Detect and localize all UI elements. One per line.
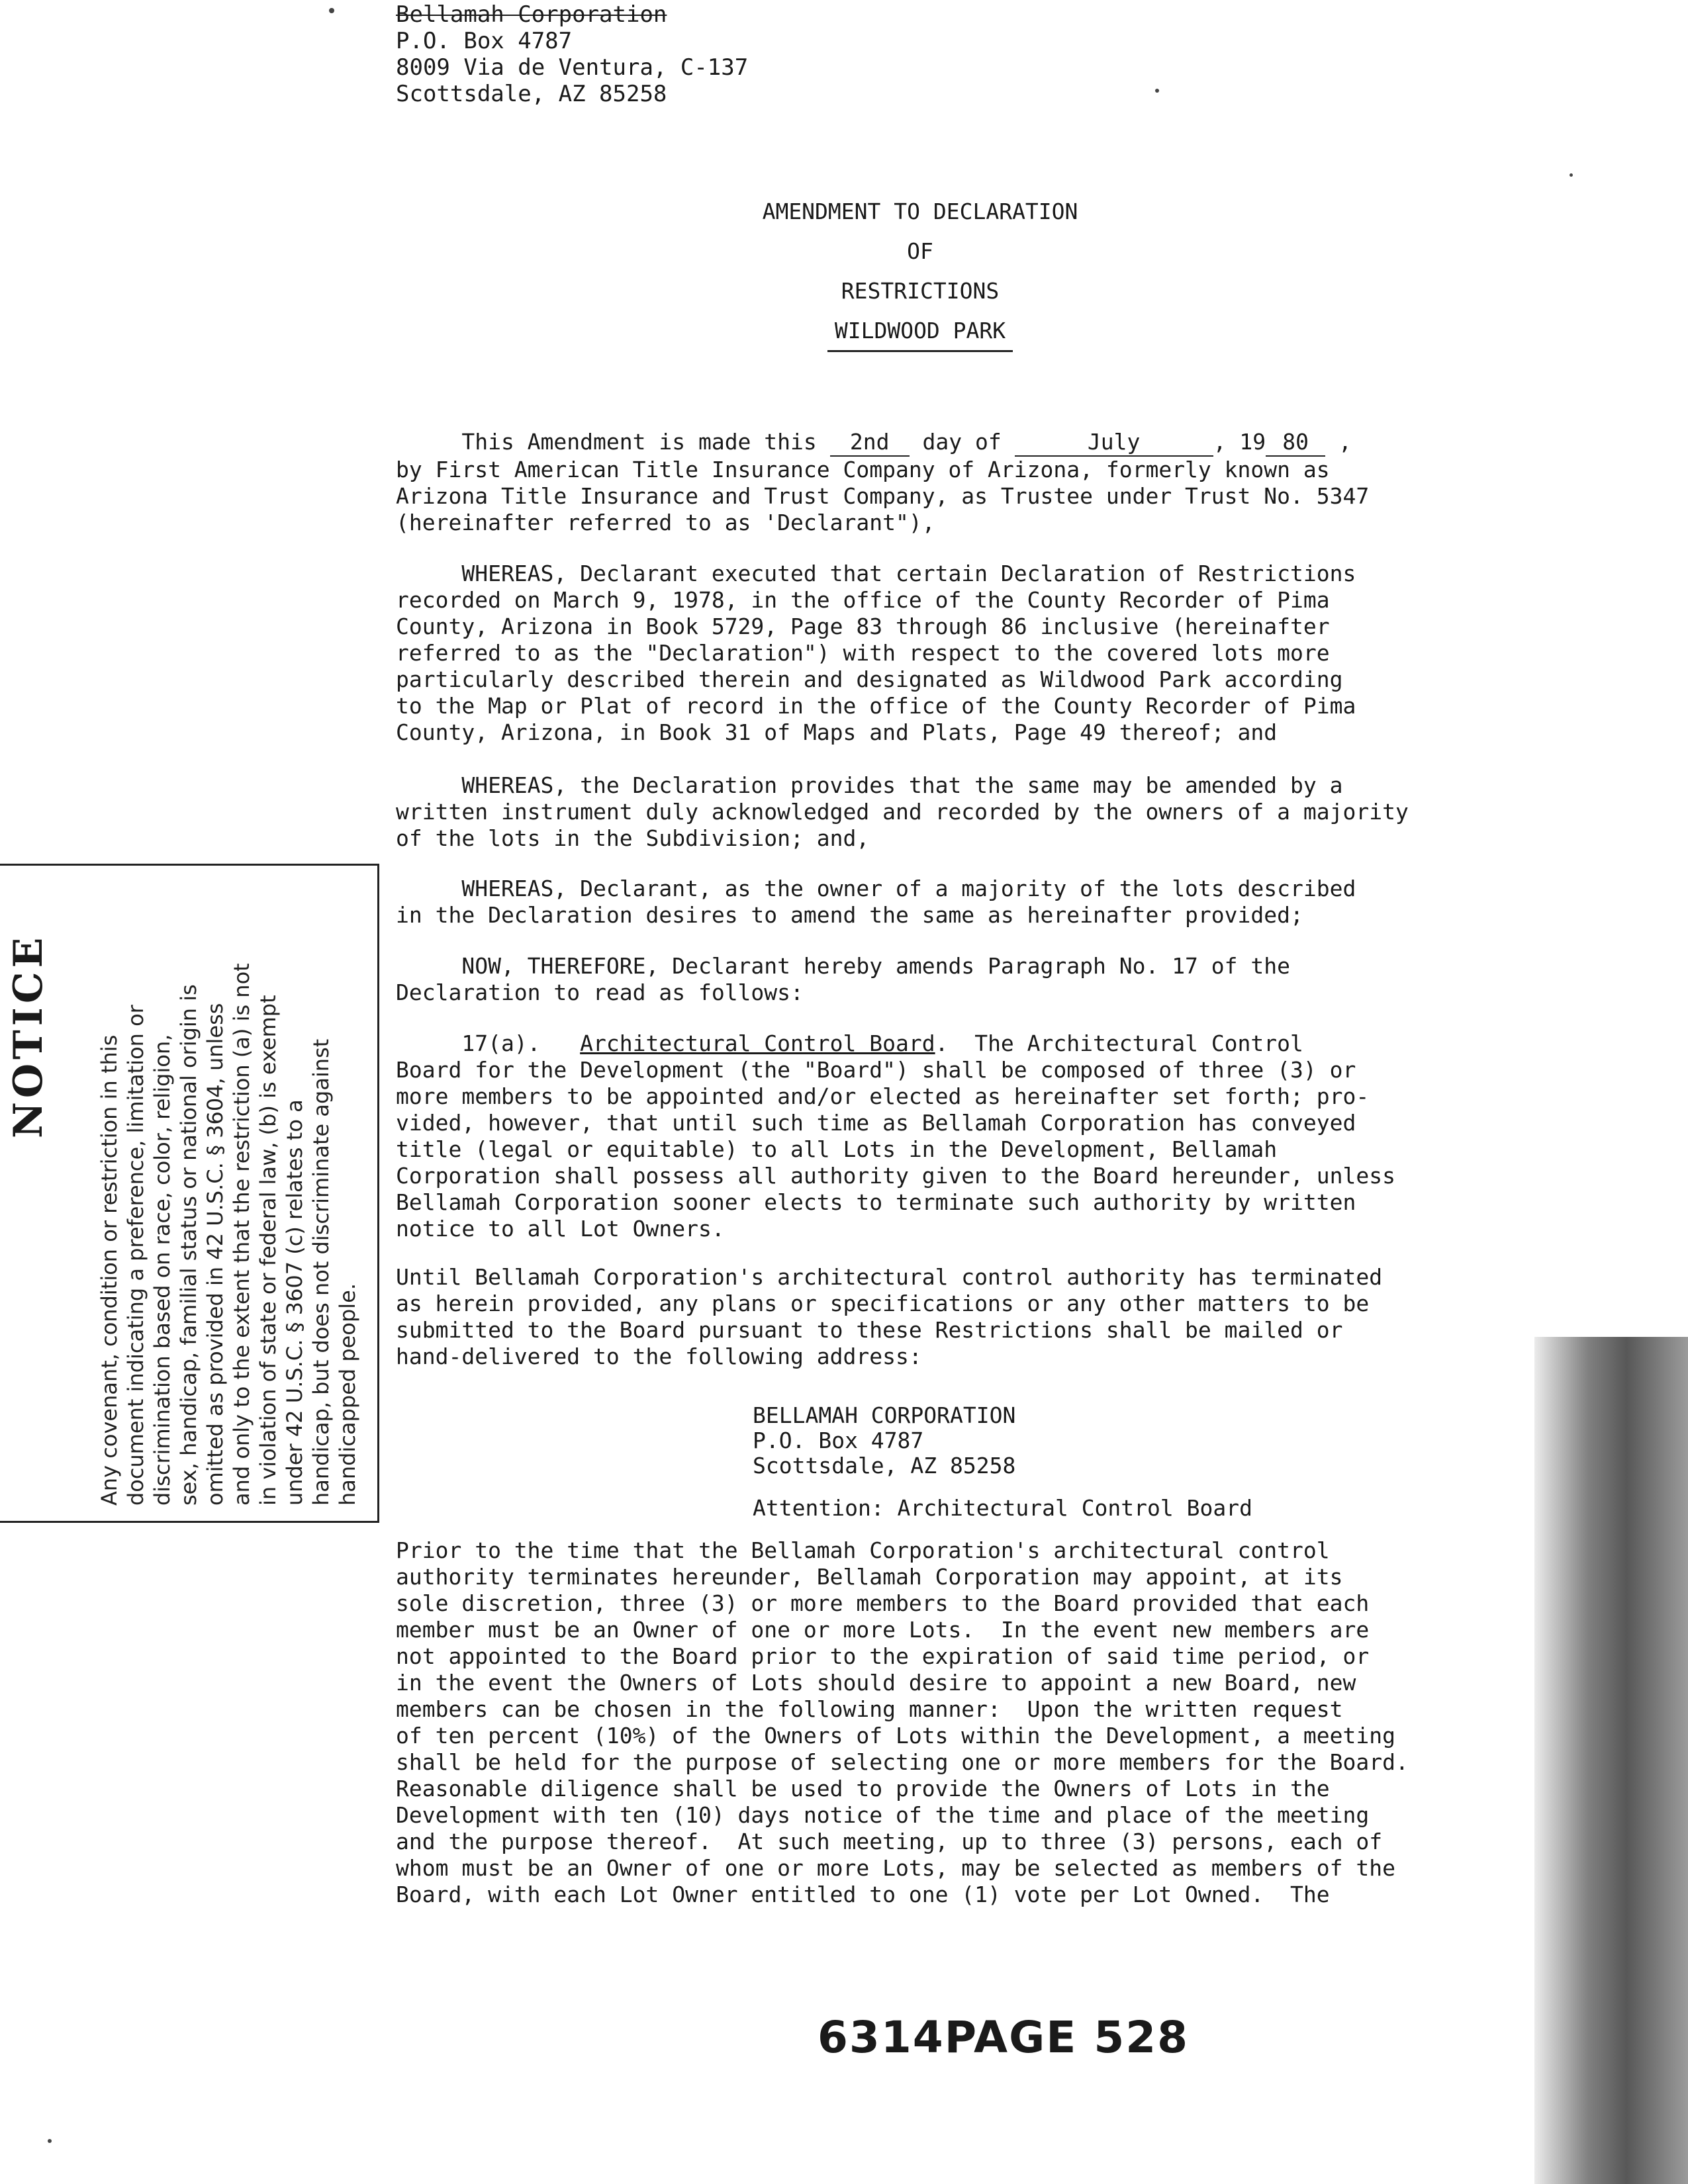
section-number: 17(a). xyxy=(396,1030,581,1056)
board-address-line: BELLAMAH CORPORATION xyxy=(753,1402,1016,1428)
book-page-number: 6314PAGE 528 xyxy=(818,2012,1190,2063)
paragraph-line: Board, with each Lot Owner entitled to one (1) vote per Lot Owned. The xyxy=(396,1882,1330,1907)
notice-line: under 42 U.S.C. § 3607 (c) relates to a xyxy=(282,1099,307,1506)
paragraph-line: members can be chosen in the following manner: Upon the written request xyxy=(396,1696,1343,1722)
board-address-line: Scottsdale, AZ 85258 xyxy=(753,1453,1016,1479)
intro-text: , xyxy=(1325,429,1352,455)
intro-line: by First American Title Insurance Company of Arizona, formerly known as xyxy=(396,457,1330,482)
paragraph-line: particularly described therein and designated as Wildwood Park according xyxy=(396,666,1343,692)
whereas-paragraph-3 xyxy=(396,876,1395,929)
paragraph-line: Development with ten (10) days notice of the time and place of the meeting xyxy=(396,1802,1370,1828)
paragraph-line: and the purpose thereof. At such meeting, up to three (3) persons, each of xyxy=(396,1829,1383,1854)
day-field: 2nd xyxy=(830,429,910,457)
paragraph-line: title (legal or equitable) to all Lots in the Development, Bellamah xyxy=(396,1136,1278,1162)
strike-line xyxy=(391,0,682,2)
paragraph-line: in the Declaration desires to amend the same as hereinafter provided; xyxy=(396,902,1303,928)
return-address xyxy=(396,1,748,107)
paragraph-line: WHEREAS, Declarant executed that certain Declaration of Restrictions xyxy=(396,561,1356,586)
paragraph-line: Declaration to read as follows: xyxy=(396,979,804,1005)
section-heading-line xyxy=(396,1030,1395,1057)
title-line: OF xyxy=(907,238,933,264)
paragraph-line: County, Arizona, in Book 31 of Maps and Plats, Page 49 thereof; and xyxy=(396,719,1278,745)
paragraph-line: notice to all Lot Owners. xyxy=(396,1216,725,1242)
board-address-line: P.O. Box 4787 xyxy=(753,1428,924,1453)
paragraph-line: of the lots in the Subdivision; and, xyxy=(396,825,870,851)
return-address-line: Bellamah Corporation xyxy=(396,1,667,28)
paragraph-line: WHEREAS, the Declaration provides that the same may be amended by a xyxy=(396,772,1343,798)
paragraph-line: recorded on March 9, 1978, in the office of the County Recorder of Pima xyxy=(396,587,1330,613)
return-address-line: Scottsdale, AZ 85258 xyxy=(396,81,667,107)
section-heading: Architectural Control Board xyxy=(580,1030,935,1056)
year-field: 80 xyxy=(1266,429,1325,457)
paragraph-line: submitted to the Board pursuant to these Restrictions shall be mailed or xyxy=(396,1317,1343,1343)
scan-speck xyxy=(1570,173,1573,177)
notice-line: document indicating a preference, limitation or xyxy=(123,1005,148,1506)
notice-line: omitted as provided in 42 U.S.C. § 3604, unless xyxy=(203,1003,228,1506)
attention-line: Attention: Architectural Control Board xyxy=(753,1495,1252,1521)
paragraph-line: as herein provided, any plans or specifications or any other matters to be xyxy=(396,1291,1370,1316)
scan-speck xyxy=(48,2139,52,2143)
scan-speck xyxy=(329,8,334,13)
notice-line: and only to the extent that the restriction (a) is not xyxy=(229,963,254,1506)
paragraph-line: Until Bellamah Corporation's architectural control authority has terminated xyxy=(396,1264,1383,1290)
paragraph-line: in the event the Owners of Lots should desire to appoint a new Board, new xyxy=(396,1670,1356,1696)
paragraph-line: sole discretion, three (3) or more members to the Board provided that each xyxy=(396,1590,1370,1616)
intro-text: day of xyxy=(909,429,1015,455)
section-17a xyxy=(396,1030,1395,1242)
return-address-line: P.O. Box 4787 xyxy=(396,28,573,54)
section-text: . The Architectural Control xyxy=(935,1030,1303,1056)
notice-line: in violation of state or federal law, (b) is exempt xyxy=(256,995,281,1506)
scan-speck xyxy=(1155,89,1159,93)
notice-stamp-text xyxy=(96,897,374,1506)
prior-paragraph xyxy=(396,1537,1409,1908)
month-field: July xyxy=(1015,429,1213,457)
scan-shadow-edge xyxy=(1534,1337,1688,2184)
board-address xyxy=(753,1403,1252,1521)
notice-line: Any covenant, condition or restriction in this xyxy=(97,1034,122,1506)
paragraph-line: hand-delivered to the following address: xyxy=(396,1343,922,1369)
paragraph-line: Prior to the time that the Bellamah Corporation's architectural control xyxy=(396,1537,1330,1563)
whereas-paragraph-1 xyxy=(396,561,1395,746)
paragraph-line: referred to as the "Declaration") with respect to the covered lots more xyxy=(396,640,1330,666)
paragraph-line: Bellamah Corporation sooner elects to terminate such authority by written xyxy=(396,1189,1356,1215)
paragraph-line: WHEREAS, Declarant, as the owner of a majority of the lots described xyxy=(396,876,1356,901)
intro-first-line xyxy=(396,429,1395,457)
paragraph-line: of ten percent (10%) of the Owners of Lots within the Development, a meeting xyxy=(396,1723,1395,1749)
paragraph-line: written instrument duly acknowledged and recorded by the owners of a majority xyxy=(396,799,1409,825)
title-line-underlined: WILDWOOD PARK xyxy=(827,316,1013,352)
intro-line: Arizona Title Insurance and Trust Company, as Trustee under Trust No. 5347 xyxy=(396,483,1370,509)
paragraph-line: whom must be an Owner of one or more Lots, may be selected as members of the xyxy=(396,1855,1395,1881)
paragraph-line: Board for the Development (the "Board") shall be composed of three (3) or xyxy=(396,1057,1356,1083)
paragraph-line: NOW, THEREFORE, Declarant hereby amends Paragraph No. 17 of the xyxy=(396,953,1291,979)
notice-line: sex, handicap, familial status or national origin is xyxy=(176,984,201,1506)
paragraph-line: authority terminates hereunder, Bellamah Corporation may appoint, at its xyxy=(396,1564,1343,1590)
paragraph-line: more members to be appointed and/or elected as hereinafter set forth; pro- xyxy=(396,1083,1370,1109)
paragraph-line: Reasonable diligence shall be used to provide the Owners of Lots in the xyxy=(396,1776,1330,1801)
notice-stamp-title: NOTICE xyxy=(5,933,52,1138)
paragraph-line: not appointed to the Board prior to the expiration of said time period, or xyxy=(396,1643,1370,1669)
notice-line: handicap, but does not discriminate against xyxy=(308,1038,334,1506)
paragraph-line: County, Arizona in Book 5729, Page 83 through 86 inclusive (hereinafter xyxy=(396,614,1330,639)
paragraph-line: to the Map or Plat of record in the office of the County Recorder of Pima xyxy=(396,693,1356,719)
intro-lead: This Amendment is made this xyxy=(396,429,830,455)
whereas-paragraph-2 xyxy=(396,772,1409,852)
return-address-line: 8009 Via de Ventura, C-137 xyxy=(396,54,749,81)
paragraph-line: member must be an Owner of one or more Lots. In the event new members are xyxy=(396,1617,1370,1643)
intro-paragraph xyxy=(396,429,1395,536)
paragraph-line: vided, however, that until such time as Bellamah Corporation has conveyed xyxy=(396,1110,1356,1136)
intro-line: (hereinafter referred to as 'Declarant"), xyxy=(396,510,935,535)
paragraph-line: shall be held for the purpose of selecting one or more members for the Board. xyxy=(396,1749,1409,1775)
now-therefore-paragraph xyxy=(396,953,1395,1006)
until-paragraph xyxy=(396,1264,1395,1370)
paragraph-line: Corporation shall possess all authority given to the Board hereunder, unless xyxy=(396,1163,1395,1189)
notice-line: handicapped people. xyxy=(335,1283,360,1506)
notice-line: discrimination based on race, color, religion, xyxy=(150,1034,175,1506)
document-title xyxy=(755,197,1086,352)
title-line: RESTRICTIONS xyxy=(841,278,1000,304)
intro-text: , 19 xyxy=(1213,429,1266,455)
title-line: AMENDMENT TO DECLARATION xyxy=(762,199,1078,224)
